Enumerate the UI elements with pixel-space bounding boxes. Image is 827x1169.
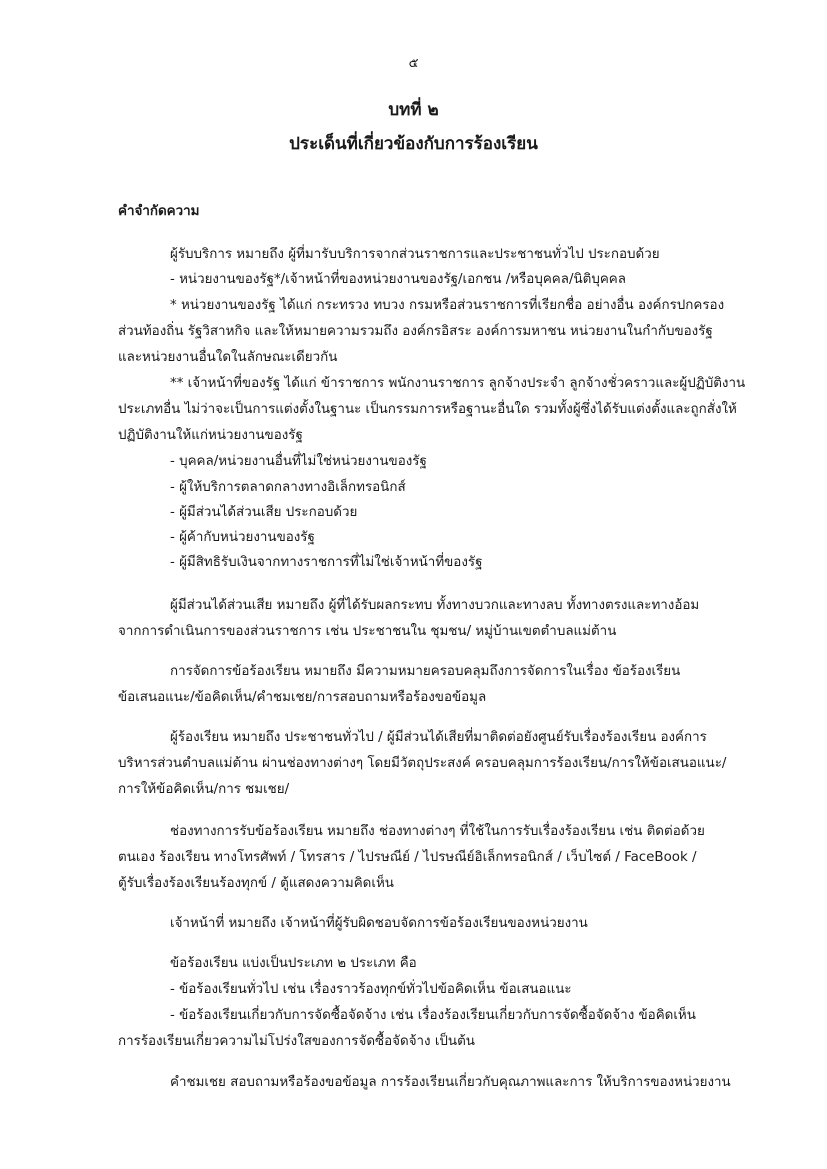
service-receiver-item-5: - ผู้ค้ากับหน่วยงานของรัฐ <box>170 530 315 545</box>
officer-definition: เจ้าหน้าที่ หมายถึง เจ้าหน้าที่ผู้รับผิดชอบจัดการข้อร้องเรียนของหน่วยงาน <box>170 916 588 931</box>
state-officer-note-line-1: ** เจ้าหน้าที่ของรัฐ ได้แก่ ข้าราชการ พนักงานราชการ ลูกจ้างประจำ ลูกจ้างชั่วคราวและผู้ปฏิบัติงาน <box>170 376 746 391</box>
state-agency-note-line-2: ส่วนท้องถิ่น รัฐวิสาหกิจ และให้หมายความรวมถึง องค์กรอิสระ องค์การมหาชน หน่วยงานในกำกับของรัฐ <box>118 324 713 339</box>
state-officer-note-line-3: ปฏิบัติงานให้แก่หน่วยงานของรัฐ <box>118 428 303 443</box>
complaint-type-procurement-line-2: การร้องเรียนเกี่ยวความไม่โปร่งใสของการจัดซื้อจัดจ้าง เป็นต้น <box>118 1034 475 1049</box>
complaint-type-procurement-line-1: - ข้อร้องเรียนเกี่ยวกับการจัดซื้อจัดจ้าง เช่น เรื่องร้องเรียนเกี่ยวกับการจัดซื้อจัดจ้าง ข้อคิดเห็น <box>170 1008 696 1023</box>
complaint-channels-definition-line-1: ช่องทางการรับข้อร้องเรียน หมายถึง ช่องทางต่างๆ ที่ใช้ในการรับเรื่องร้องเรียน เช่น ติดต่อด้วย <box>170 824 705 839</box>
service-receiver-definition: ผู้รับบริการ หมายถึง ผู้ที่มารับบริการจากส่วนราชการและประชาชนทั่วไป ประกอบด้วย <box>170 247 660 262</box>
definitions-heading: คำจำกัดความ <box>118 204 200 219</box>
state-agency-note-line-3: และหน่วยงานอื่นใดในลักษณะเดียวกัน <box>118 350 338 365</box>
complainant-definition-line-1: ผู้ร้องเรียน หมายถึง ประชาชนทั่วไป / ผู้มีส่วนได้เสียที่มาติดต่อยังศูนย์รับเรื่องร้องเรียน องค์การ <box>170 730 707 745</box>
complaint-channels-definition-line-2: ตนเอง ร้องเรียน ทางโทรศัพท์ / โทรสาร / ไปรษณีย์ / ไปรษณีย์อิเล็กทรอนิกส์ / เว็บไซต์ / FaceBook / <box>118 850 697 865</box>
complaint-channels-definition-line-3: ตู้รับเรื่องร้องเรียนร้องทุกข์ / ตู้แสดงความคิดเห็น <box>118 876 394 891</box>
praise-inquiry-line: คำชมเชย สอบถามหรือร้องขอข้อมูล การร้องเรียนเกี่ยวกับคุณภาพและการ ให้บริการของหน่วยงาน <box>170 1075 731 1090</box>
complainant-definition-line-2: บริหารส่วนตำบลแม่ต้าน ผ่านช่องทางต่างๆ โดยมีวัตถุประสงค์ ครอบคลุมการร้องเรียน/การให้ข้อเสนอแนะ/ <box>118 756 727 771</box>
stakeholder-definition-line-1: ผู้มีส่วนได้ส่วนเสีย หมายถึง ผู้ที่ได้รับผลกระทบ ทั้งทางบวกและทางลบ ทั้งทางตรงและทางอ้อม <box>170 598 700 613</box>
service-receiver-item-1: - หน่วยงานของรัฐ*/เจ้าหน้าที่ของหน่วยงานของรัฐ/เอกชน /หรือบุคคล/นิติบุคคล <box>170 272 626 287</box>
service-receiver-item-4: - ผู้มีส่วนได้ส่วนเสีย ประกอบด้วย <box>170 505 358 520</box>
chapter-number: บทที่ ๒ <box>388 100 439 120</box>
service-receiver-item-3: - ผู้ให้บริการตลาดกลางทางอิเล็กทรอนิกส์ <box>170 480 406 495</box>
chapter-title: ประเด็นที่เกี่ยวข้องกับการร้องเรียน <box>289 134 538 154</box>
service-receiver-item-6: - ผู้มีสิทธิรับเงินจากทางราชการที่ไม่ใช่เจ้าหน้าที่ของรัฐ <box>170 555 483 570</box>
state-officer-note-line-2: ประเภทอื่น ไม่ว่าจะเป็นการแต่งตั้งในฐานะ เป็นกรรมการหรือฐานะอื่นใด รวมทั้งผู้ซึ่งได้รับแต่งตั้งและถูกสั่งให้ <box>118 402 737 417</box>
stakeholder-definition-line-2: จากการดำเนินการของส่วนราชการ เช่น ประชาชนใน ชุมชน/ หมู่บ้านเขตตำบลแม่ต้าน <box>118 624 617 639</box>
state-agency-note-line-1: * หน่วยงานของรัฐ ได้แก่ กระทรวง ทบวง กรมหรือส่วนราชการที่เรียกชื่อ อย่างอื่น องค์กรปกครอง <box>170 298 725 313</box>
complaint-types-intro: ข้อร้องเรียน แบ่งเป็นประเภท ๒ ประเภท คือ <box>170 956 417 971</box>
complaint-management-definition-line-1: การจัดการข้อร้องเรียน หมายถึง มีความหมายครอบคลุมถึงการจัดการในเรื่อง ข้อร้องเรียน <box>170 664 681 679</box>
complaint-management-definition-line-2: ข้อเสนอแนะ/ข้อคิดเห็น/คำชมเชย/การสอบถามหรือร้องขอข้อมูล <box>118 690 487 705</box>
complaint-type-general: - ข้อร้องเรียนทั่วไป เช่น เรื่องราวร้องทุกข์ทั่วไปข้อคิดเห็น ข้อเสนอแนะ <box>170 982 572 997</box>
service-receiver-item-2: - บุคคล/หน่วยงานอื่นที่ไม่ใช่หน่วยงานของรัฐ <box>170 454 427 469</box>
complainant-definition-line-3: การให้ข้อคิดเห็น/การ ชมเชย/ <box>118 782 290 797</box>
page-number: ๕ <box>408 56 419 71</box>
